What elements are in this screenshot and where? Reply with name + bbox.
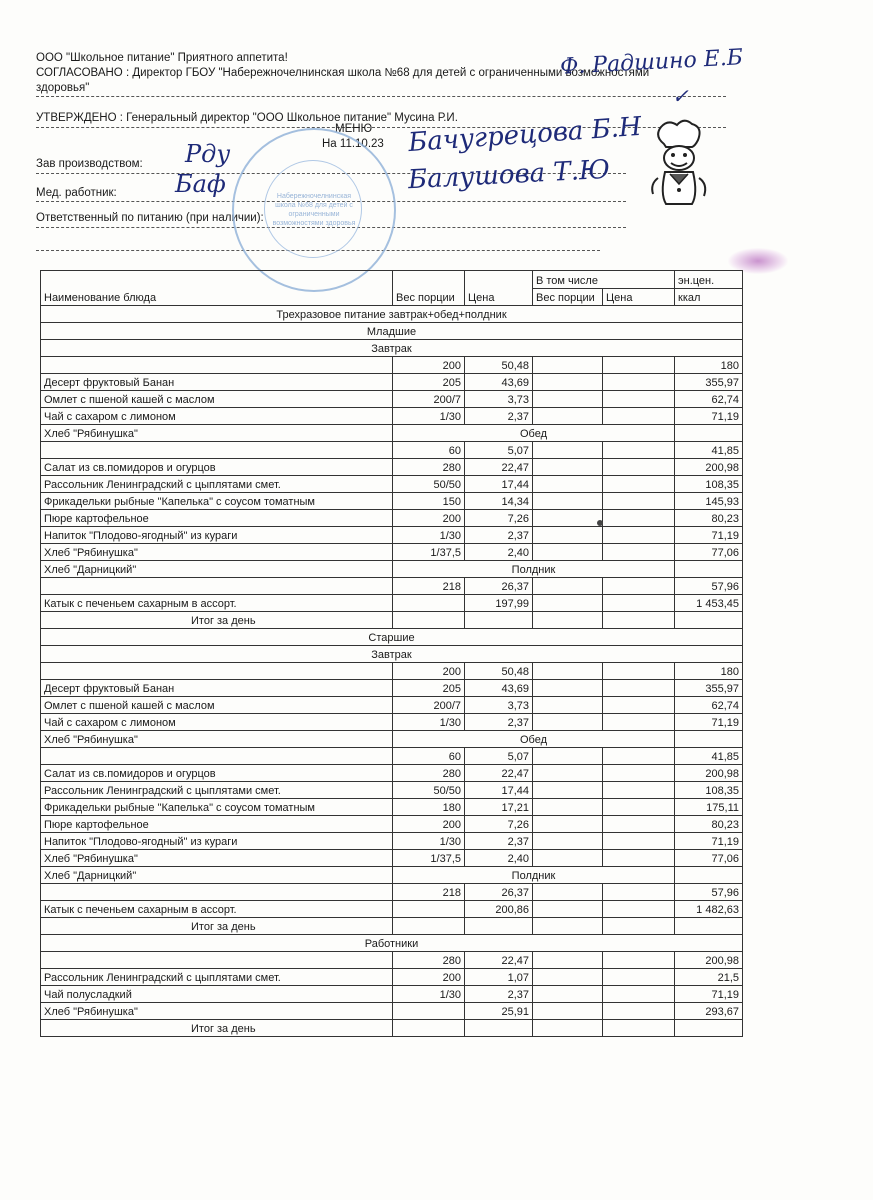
table-row xyxy=(41,867,743,884)
portion-weight xyxy=(393,901,465,918)
energy-kcal: 108,35 xyxy=(675,476,743,493)
incl-price xyxy=(603,680,675,697)
energy-kcal: 180 xyxy=(675,357,743,374)
portion-weight: 200/7 xyxy=(393,697,465,714)
incl-price xyxy=(603,850,675,867)
price: 14,34 xyxy=(465,493,533,510)
price: 26,37 xyxy=(465,578,533,595)
price: 17,21 xyxy=(465,799,533,816)
separator-line xyxy=(36,96,726,97)
meal-section-title: Завтрак xyxy=(41,340,743,357)
table-row xyxy=(41,527,743,544)
table-row xyxy=(41,442,743,459)
section-title: Старшие xyxy=(41,629,743,646)
incl-weight xyxy=(533,986,603,1003)
table-row xyxy=(41,1003,743,1020)
portion-weight: 180 xyxy=(393,799,465,816)
table-row xyxy=(41,374,743,391)
energy-kcal: 41,85 xyxy=(675,442,743,459)
portion-weight: 200 xyxy=(393,969,465,986)
portion-weight: 50/50 xyxy=(393,476,465,493)
portion-weight: 1/37,5 xyxy=(393,544,465,561)
table-row xyxy=(41,850,743,867)
portion-weight: 200 xyxy=(393,510,465,527)
table-row xyxy=(41,476,743,493)
table-row xyxy=(41,816,743,833)
empty-cell xyxy=(675,1020,743,1037)
table-row xyxy=(41,901,743,918)
col-weight-header: Вес порции xyxy=(393,271,465,306)
price: 2,40 xyxy=(465,850,533,867)
portion-weight: 1/30 xyxy=(393,714,465,731)
energy-kcal: 41,85 xyxy=(675,748,743,765)
price: 43,69 xyxy=(465,374,533,391)
empty-cell xyxy=(533,918,603,935)
portion-weight: 60 xyxy=(393,442,465,459)
incl-weight xyxy=(533,969,603,986)
table-row xyxy=(41,697,743,714)
dish-name: Чай с сахаром с лимоном xyxy=(41,408,393,425)
stamp-text: Набережночелнинская школа №68 для детей с ограниченными возможностями здоровья xyxy=(272,193,356,227)
portion-weight: 280 xyxy=(393,459,465,476)
dish-name: Рассольник Ленинградский с цыплятами смет. xyxy=(41,782,393,799)
incl-weight xyxy=(533,391,603,408)
table-row xyxy=(41,1020,743,1037)
day-total-label: Итог за день xyxy=(41,612,393,629)
meal-section-title: Полдник xyxy=(393,561,675,578)
dish-name: Хлеб "Дарницкий" xyxy=(41,867,393,884)
incl-weight xyxy=(533,510,603,527)
table-row xyxy=(41,595,743,612)
table-row xyxy=(41,748,743,765)
energy-kcal: 200,98 xyxy=(675,459,743,476)
table-row xyxy=(41,680,743,697)
empty-cell xyxy=(675,561,743,578)
incl-price xyxy=(603,952,675,969)
incl-weight xyxy=(533,544,603,561)
portion-weight: 150 xyxy=(393,493,465,510)
energy-kcal: 1 453,45 xyxy=(675,595,743,612)
price: 5,07 xyxy=(465,748,533,765)
price: 22,47 xyxy=(465,459,533,476)
portion-weight: 1/30 xyxy=(393,527,465,544)
incl-weight xyxy=(533,442,603,459)
incl-price xyxy=(603,357,675,374)
ink-dot xyxy=(597,520,603,526)
incl-price xyxy=(603,782,675,799)
agreed-line-cont: здоровья" xyxy=(36,82,90,94)
dish-name xyxy=(41,357,393,374)
incl-price xyxy=(603,833,675,850)
dish-name: Хлеб "Рябинушка" xyxy=(41,425,393,442)
portion-weight xyxy=(393,1003,465,1020)
incl-price xyxy=(603,986,675,1003)
incl-price xyxy=(603,544,675,561)
energy-kcal: 57,96 xyxy=(675,884,743,901)
table-row xyxy=(41,884,743,901)
medic-name: Балушова Т.Ю xyxy=(407,154,611,196)
price: 2,37 xyxy=(465,833,533,850)
dish-name xyxy=(41,578,393,595)
portion-weight: 218 xyxy=(393,884,465,901)
dish-name: Чай полусладкий xyxy=(41,986,393,1003)
incl-price xyxy=(603,493,675,510)
empty-cell xyxy=(393,612,465,629)
incl-weight xyxy=(533,748,603,765)
table-row xyxy=(41,561,743,578)
portion-weight: 205 xyxy=(393,374,465,391)
dish-name: Десерт фруктовый Банан xyxy=(41,374,393,391)
incl-weight xyxy=(533,357,603,374)
table-row xyxy=(41,425,743,442)
portion-weight: 200/7 xyxy=(393,391,465,408)
menu-date: На 11.10.23 xyxy=(322,138,384,150)
price: 3,73 xyxy=(465,697,533,714)
incl-price xyxy=(603,765,675,782)
table-row xyxy=(41,731,743,748)
price: 197,99 xyxy=(465,595,533,612)
table-row xyxy=(41,663,743,680)
dish-name: Фрикадельки рыбные "Капелька" с соусом томатным xyxy=(41,799,393,816)
incl-weight xyxy=(533,799,603,816)
responsible-label: Ответственный по питанию (при наличии): xyxy=(36,212,264,224)
incl-price xyxy=(603,799,675,816)
incl-price xyxy=(603,884,675,901)
price: 50,48 xyxy=(465,357,533,374)
dish-name: Катык с печеньем сахарным в ассорт. xyxy=(41,595,393,612)
empty-cell xyxy=(465,1020,533,1037)
table-row xyxy=(41,612,743,629)
header-row-1 xyxy=(41,271,743,289)
price: 26,37 xyxy=(465,884,533,901)
table-row xyxy=(41,340,743,357)
dish-name: Омлет с пшеной кашей с маслом xyxy=(41,697,393,714)
energy-kcal: 71,19 xyxy=(675,408,743,425)
energy-kcal: 355,97 xyxy=(675,680,743,697)
dish-name: Напиток "Плодово-ягодный" из кураги xyxy=(41,527,393,544)
incl-price xyxy=(603,1003,675,1020)
energy-kcal: 80,23 xyxy=(675,510,743,527)
portion-weight: 60 xyxy=(393,748,465,765)
incl-price xyxy=(603,714,675,731)
empty-cell xyxy=(393,1020,465,1037)
table-row xyxy=(41,918,743,935)
col-incl-weight-header: Вес порции xyxy=(533,288,603,306)
energy-kcal: 62,74 xyxy=(675,391,743,408)
incl-weight xyxy=(533,697,603,714)
price: 2,37 xyxy=(465,714,533,731)
incl-price xyxy=(603,510,675,527)
dish-name xyxy=(41,442,393,459)
day-total-label: Итог за день xyxy=(41,918,393,935)
table-row xyxy=(41,799,743,816)
dish-name: Салат из св.помидоров и огурцов xyxy=(41,459,393,476)
table-row xyxy=(41,765,743,782)
table-row xyxy=(41,510,743,527)
energy-kcal: 71,19 xyxy=(675,714,743,731)
portion-weight: 1/37,5 xyxy=(393,850,465,867)
dish-name xyxy=(41,952,393,969)
col-energy-header: эн.цен. xyxy=(675,271,743,289)
energy-kcal: 200,98 xyxy=(675,765,743,782)
table-row xyxy=(41,986,743,1003)
production-head-label: Зав производством: xyxy=(36,158,143,170)
incl-weight xyxy=(533,595,603,612)
dish-name: Хлеб "Рябинушка" xyxy=(41,544,393,561)
dish-name: Десерт фруктовый Банан xyxy=(41,680,393,697)
empty-cell xyxy=(603,918,675,935)
incl-weight xyxy=(533,714,603,731)
incl-weight xyxy=(533,833,603,850)
agreed-line: СОГЛАСОВАНО : Директор ГБОУ "Набережночелнинская школа №68 для детей с ограниченными возможностями xyxy=(36,67,650,79)
director-signature: Ф. Радшино Е.Б xyxy=(559,45,744,80)
incl-price xyxy=(603,578,675,595)
energy-kcal: 80,23 xyxy=(675,816,743,833)
table-row xyxy=(41,493,743,510)
energy-kcal: 77,06 xyxy=(675,544,743,561)
incl-weight xyxy=(533,527,603,544)
dish-name xyxy=(41,884,393,901)
incl-weight xyxy=(533,765,603,782)
empty-cell xyxy=(603,612,675,629)
incl-weight xyxy=(533,1003,603,1020)
energy-kcal: 180 xyxy=(675,663,743,680)
dish-name: Хлеб "Рябинушка" xyxy=(41,1003,393,1020)
incl-price xyxy=(603,748,675,765)
table-row xyxy=(41,833,743,850)
dish-name: Рассольник Ленинградский с цыплятами смет. xyxy=(41,476,393,493)
menu-title: МЕНЮ xyxy=(335,123,373,135)
incl-weight xyxy=(533,663,603,680)
energy-kcal: 57,96 xyxy=(675,578,743,595)
dish-name: Хлеб "Рябинушка" xyxy=(41,850,393,867)
price: 5,07 xyxy=(465,442,533,459)
incl-weight xyxy=(533,578,603,595)
meal-section-title: Работники xyxy=(41,935,743,952)
price: 1,07 xyxy=(465,969,533,986)
incl-price xyxy=(603,374,675,391)
empty-cell xyxy=(675,918,743,935)
dish-name: Чай с сахаром с лимоном xyxy=(41,714,393,731)
chef-icon xyxy=(648,118,710,210)
portion-weight: 1/30 xyxy=(393,408,465,425)
empty-cell xyxy=(533,1020,603,1037)
incl-weight xyxy=(533,952,603,969)
price: 50,48 xyxy=(465,663,533,680)
incl-price xyxy=(603,595,675,612)
empty-cell xyxy=(465,612,533,629)
dish-name: Омлет с пшеной кашей с маслом xyxy=(41,391,393,408)
price: 43,69 xyxy=(465,680,533,697)
portion-weight: 218 xyxy=(393,578,465,595)
incl-price xyxy=(603,663,675,680)
incl-price xyxy=(603,476,675,493)
portion-weight: 50/50 xyxy=(393,782,465,799)
energy-kcal: 1 482,63 xyxy=(675,901,743,918)
empty-cell xyxy=(675,731,743,748)
production-head-signature: Рду xyxy=(185,140,231,168)
table-row xyxy=(41,782,743,799)
energy-kcal: 108,35 xyxy=(675,782,743,799)
empty-cell xyxy=(675,425,743,442)
energy-kcal: 145,93 xyxy=(675,493,743,510)
meal-section-title: Полдник xyxy=(393,867,675,884)
menu-table xyxy=(40,270,743,1037)
table-row xyxy=(41,969,743,986)
day-total-label: Итог за день xyxy=(41,1020,393,1037)
table-row xyxy=(41,459,743,476)
incl-price xyxy=(603,901,675,918)
approved-line: УТВЕРЖДЕНО : Генеральный директор "ООО Школьное питание" Мусина Р.И. xyxy=(36,112,458,124)
dish-name xyxy=(41,748,393,765)
meal-section-title: Обед xyxy=(393,731,675,748)
table-row xyxy=(41,391,743,408)
empty-cell xyxy=(675,612,743,629)
incl-weight xyxy=(533,884,603,901)
incl-weight xyxy=(533,374,603,391)
energy-kcal: 200,98 xyxy=(675,952,743,969)
price: 2,37 xyxy=(465,986,533,1003)
section-title: Младшие xyxy=(41,323,743,340)
portion-weight xyxy=(393,595,465,612)
table-row xyxy=(41,306,743,323)
incl-weight xyxy=(533,782,603,799)
incl-weight xyxy=(533,680,603,697)
meal-section-title: Завтрак xyxy=(41,646,743,663)
table-row xyxy=(41,629,743,646)
table-row xyxy=(41,408,743,425)
incl-weight xyxy=(533,408,603,425)
portion-weight: 280 xyxy=(393,952,465,969)
empty-cell xyxy=(603,1020,675,1037)
col-incl-price-header: Цена xyxy=(603,288,675,306)
energy-kcal: 355,97 xyxy=(675,374,743,391)
company-line: ООО "Школьное питание" Приятного аппетита! xyxy=(36,52,288,64)
price: 7,26 xyxy=(465,816,533,833)
table-row xyxy=(41,714,743,731)
incl-weight xyxy=(533,850,603,867)
portion-weight: 200 xyxy=(393,357,465,374)
medic-signature: Баф xyxy=(175,170,226,198)
price: 2,40 xyxy=(465,544,533,561)
dish-name: Напиток "Плодово-ягодный" из кураги xyxy=(41,833,393,850)
incl-weight xyxy=(533,493,603,510)
incl-price xyxy=(603,969,675,986)
energy-kcal: 77,06 xyxy=(675,850,743,867)
portion-weight: 200 xyxy=(393,663,465,680)
portion-weight: 200 xyxy=(393,816,465,833)
general-director-signature: ✓ xyxy=(672,84,689,108)
incl-price xyxy=(603,816,675,833)
production-head-name: Бачугрецова Б.Н xyxy=(407,111,643,159)
dish-name: Хлеб "Рябинушка" xyxy=(41,731,393,748)
table-row xyxy=(41,323,743,340)
price: 22,47 xyxy=(465,765,533,782)
price: 22,47 xyxy=(465,952,533,969)
dish-name: Фрикадельки рыбные "Капелька" с соусом томатным xyxy=(41,493,393,510)
empty-cell xyxy=(393,918,465,935)
energy-kcal: 175,11 xyxy=(675,799,743,816)
portion-weight: 280 xyxy=(393,765,465,782)
table-row xyxy=(41,952,743,969)
meal-section-title: Обед xyxy=(393,425,675,442)
dish-name: Пюре картофельное xyxy=(41,816,393,833)
col-name-header: Наименование блюда xyxy=(41,271,393,306)
price: 25,91 xyxy=(465,1003,533,1020)
dish-name: Пюре картофельное xyxy=(41,510,393,527)
incl-price xyxy=(603,697,675,714)
section-title: Трехразовое питание завтрак+обед+полдник xyxy=(41,306,743,323)
table-row xyxy=(41,646,743,663)
dish-name xyxy=(41,663,393,680)
table-row xyxy=(41,935,743,952)
table-row xyxy=(41,357,743,374)
energy-kcal: 293,67 xyxy=(675,1003,743,1020)
medic-label: Мед. работник: xyxy=(36,187,117,199)
incl-price xyxy=(603,391,675,408)
energy-kcal: 62,74 xyxy=(675,697,743,714)
dish-name: Катык с печеньем сахарным в ассорт. xyxy=(41,901,393,918)
energy-kcal: 71,19 xyxy=(675,833,743,850)
incl-weight xyxy=(533,459,603,476)
col-incl-header: В том числе xyxy=(533,271,675,289)
portion-weight: 1/30 xyxy=(393,833,465,850)
price: 7,26 xyxy=(465,510,533,527)
price: 2,37 xyxy=(465,527,533,544)
price: 17,44 xyxy=(465,476,533,493)
empty-cell xyxy=(465,918,533,935)
incl-weight xyxy=(533,901,603,918)
energy-kcal: 21,5 xyxy=(675,969,743,986)
col-price-header: Цена xyxy=(465,271,533,306)
table-row xyxy=(41,544,743,561)
table-row xyxy=(41,578,743,595)
empty-cell xyxy=(533,612,603,629)
incl-weight xyxy=(533,816,603,833)
price: 3,73 xyxy=(465,391,533,408)
incl-price xyxy=(603,442,675,459)
incl-price xyxy=(603,527,675,544)
empty-cell xyxy=(675,867,743,884)
price: 17,44 xyxy=(465,782,533,799)
portion-weight: 205 xyxy=(393,680,465,697)
price: 200,86 xyxy=(465,901,533,918)
dish-name: Хлеб "Дарницкий" xyxy=(41,561,393,578)
incl-price xyxy=(603,408,675,425)
incl-weight xyxy=(533,476,603,493)
incl-price xyxy=(603,459,675,476)
portion-weight: 1/30 xyxy=(393,986,465,1003)
official-stamp xyxy=(232,128,396,292)
dish-name: Рассольник Ленинградский с цыплятами смет. xyxy=(41,969,393,986)
energy-kcal: 71,19 xyxy=(675,527,743,544)
price: 2,37 xyxy=(465,408,533,425)
energy-kcal: 71,19 xyxy=(675,986,743,1003)
dish-name: Салат из св.помидоров и огурцов xyxy=(41,765,393,782)
col-energy-unit-header: ккал xyxy=(675,288,743,306)
